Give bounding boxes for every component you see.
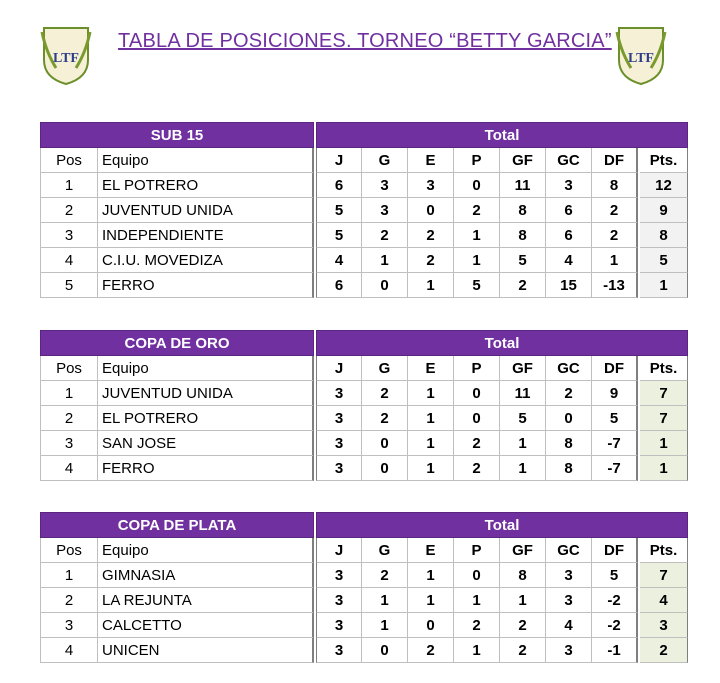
column-header-pos: Pos [40,538,98,563]
column-header-e: E [408,148,454,173]
cell-g: 0 [362,431,408,456]
cell-j: 3 [316,638,362,663]
cell-df: 8 [592,173,638,198]
cell-j: 5 [316,223,362,248]
column-header-gc: GC [546,538,592,563]
cell-team: JUVENTUD UNIDA [98,381,314,406]
svg-text:LTF: LTF [53,51,79,66]
table-row [40,588,688,613]
column-header-pts: Pts. [640,148,688,173]
total-header: Total [316,330,688,356]
column-header-e: E [408,356,454,381]
column-header-gf: GF [500,538,546,563]
cell-pos: 1 [40,381,98,406]
cell-e: 2 [408,223,454,248]
column-header-g: G [362,538,408,563]
cell-pos: 3 [40,223,98,248]
cell-e: 0 [408,613,454,638]
cell-p: 5 [454,273,500,298]
column-header-df: DF [592,538,638,563]
column-header-g: G [362,356,408,381]
cell-gf: 2 [500,613,546,638]
cell-g: 3 [362,198,408,223]
cell-e: 2 [408,248,454,273]
cell-gc: 3 [546,563,592,588]
cell-gc: 4 [546,613,592,638]
column-header-team: Equipo [98,538,314,563]
cell-pos: 2 [40,406,98,431]
cell-gf: 2 [500,273,546,298]
column-header-gf: GF [500,148,546,173]
cell-gf: 8 [500,563,546,588]
table-row [40,406,688,431]
league-logo-right [615,22,667,86]
cell-team: C.I.U. MOVEDIZA [98,248,314,273]
column-header-gc: GC [546,148,592,173]
cell-pos: 2 [40,198,98,223]
cell-j: 5 [316,198,362,223]
column-header-gf: GF [500,356,546,381]
svg-text:LTF: LTF [628,51,654,66]
cell-gf: 11 [500,173,546,198]
cell-j: 6 [316,273,362,298]
cell-pos: 4 [40,638,98,663]
cell-team: UNICEN [98,638,314,663]
column-header-team: Equipo [98,148,314,173]
cell-df: 5 [592,563,638,588]
cell-gf: 1 [500,431,546,456]
cell-e: 1 [408,406,454,431]
table-row [40,563,688,588]
column-header-gc: GC [546,356,592,381]
cell-e: 1 [408,273,454,298]
cell-gf: 5 [500,248,546,273]
cell-df: 2 [592,223,638,248]
cell-df: -1 [592,638,638,663]
cell-gc: 0 [546,406,592,431]
cell-gc: 6 [546,198,592,223]
category-title: SUB 15 [40,122,314,148]
cell-df: 9 [592,381,638,406]
total-header: Total [316,122,688,148]
table-row [40,431,688,456]
cell-p: 1 [454,588,500,613]
cell-pts: 7 [640,406,688,431]
cell-e: 2 [408,638,454,663]
column-header-row [40,356,688,381]
cell-pts: 8 [640,223,688,248]
column-header-e: E [408,538,454,563]
table-row [40,173,688,198]
cell-p: 0 [454,563,500,588]
cell-gc: 8 [546,456,592,481]
cell-pts: 12 [640,173,688,198]
cell-e: 1 [408,563,454,588]
cell-pos: 3 [40,431,98,456]
cell-pts: 9 [640,198,688,223]
cell-gf: 11 [500,381,546,406]
table-row [40,248,688,273]
cell-pos: 1 [40,173,98,198]
cell-p: 2 [454,431,500,456]
cell-j: 6 [316,173,362,198]
cell-g: 3 [362,173,408,198]
cell-g: 2 [362,381,408,406]
column-header-j: J [316,356,362,381]
cell-df: -2 [592,613,638,638]
cell-p: 2 [454,613,500,638]
column-header-p: P [454,148,500,173]
cell-p: 0 [454,173,500,198]
cell-team: GIMNASIA [98,563,314,588]
table-row [40,198,688,223]
shield-icon [615,22,667,86]
cell-j: 3 [316,563,362,588]
column-header-df: DF [592,148,638,173]
table-row [40,638,688,663]
cell-team: LA REJUNTA [98,588,314,613]
cell-df: -7 [592,456,638,481]
cell-gc: 3 [546,588,592,613]
cell-gf: 8 [500,198,546,223]
table-row [40,223,688,248]
cell-p: 1 [454,223,500,248]
cell-e: 0 [408,198,454,223]
cell-j: 3 [316,588,362,613]
column-header-p: P [454,356,500,381]
cell-gf: 1 [500,588,546,613]
cell-j: 3 [316,431,362,456]
cell-team: INDEPENDIENTE [98,223,314,248]
cell-p: 2 [454,198,500,223]
cell-j: 3 [316,456,362,481]
cell-df: -7 [592,431,638,456]
column-header-row [40,538,688,563]
cell-j: 3 [316,381,362,406]
table-header [40,512,688,538]
cell-e: 1 [408,431,454,456]
cell-df: 5 [592,406,638,431]
cell-e: 1 [408,381,454,406]
cell-g: 2 [362,563,408,588]
page-title: TABLA DE POSICIONES. TORNEO “BETTY GARCIA” [118,30,612,52]
cell-df: 2 [592,198,638,223]
column-header-j: J [316,538,362,563]
cell-pos: 3 [40,613,98,638]
cell-gc: 6 [546,223,592,248]
cell-team: FERRO [98,273,314,298]
cell-gf: 5 [500,406,546,431]
cell-pos: 2 [40,588,98,613]
cell-pts: 7 [640,381,688,406]
table-header [40,330,688,356]
column-header-pos: Pos [40,148,98,173]
table-row [40,273,688,298]
cell-pts: 5 [640,248,688,273]
cell-e: 1 [408,456,454,481]
cell-gc: 4 [546,248,592,273]
cell-g: 2 [362,223,408,248]
column-header-df: DF [592,356,638,381]
league-logo-left [40,22,92,86]
table-row [40,381,688,406]
column-header-pts: Pts. [640,356,688,381]
standings-table-sub15 [40,122,688,298]
cell-team: SAN JOSE [98,431,314,456]
cell-j: 3 [316,613,362,638]
cell-g: 0 [362,456,408,481]
cell-pos: 1 [40,563,98,588]
cell-g: 2 [362,406,408,431]
cell-df: -13 [592,273,638,298]
cell-g: 0 [362,638,408,663]
shield-icon [40,22,92,86]
column-header-pts: Pts. [640,538,688,563]
cell-p: 0 [454,406,500,431]
cell-g: 1 [362,613,408,638]
table-header [40,122,688,148]
cell-pts: 2 [640,638,688,663]
cell-e: 3 [408,173,454,198]
cell-team: EL POTRERO [98,173,314,198]
cell-p: 1 [454,248,500,273]
cell-pts: 1 [640,456,688,481]
cell-g: 0 [362,273,408,298]
cell-df: 1 [592,248,638,273]
cell-pts: 7 [640,563,688,588]
cell-team: JUVENTUD UNIDA [98,198,314,223]
cell-gc: 3 [546,173,592,198]
cell-pts: 1 [640,431,688,456]
column-header-pos: Pos [40,356,98,381]
cell-df: -2 [592,588,638,613]
column-header-team: Equipo [98,356,314,381]
category-title: COPA DE ORO [40,330,314,356]
cell-pts: 4 [640,588,688,613]
cell-gf: 8 [500,223,546,248]
cell-g: 1 [362,588,408,613]
cell-team: CALCETTO [98,613,314,638]
cell-gc: 3 [546,638,592,663]
cell-j: 3 [316,406,362,431]
cell-gf: 2 [500,638,546,663]
cell-pts: 3 [640,613,688,638]
cell-pts: 1 [640,273,688,298]
cell-pos: 4 [40,456,98,481]
cell-p: 1 [454,638,500,663]
cell-p: 0 [454,381,500,406]
cell-gf: 1 [500,456,546,481]
cell-team: FERRO [98,456,314,481]
cell-team: EL POTRERO [98,406,314,431]
cell-g: 1 [362,248,408,273]
cell-gc: 8 [546,431,592,456]
table-row [40,456,688,481]
column-header-p: P [454,538,500,563]
cell-e: 1 [408,588,454,613]
total-header: Total [316,512,688,538]
cell-pos: 4 [40,248,98,273]
table-row [40,613,688,638]
column-header-row [40,148,688,173]
cell-gc: 15 [546,273,592,298]
standings-table-copa-de-plata [40,512,688,663]
category-title: COPA DE PLATA [40,512,314,538]
cell-gc: 2 [546,381,592,406]
standings-table-copa-de-oro [40,330,688,481]
column-header-j: J [316,148,362,173]
cell-pos: 5 [40,273,98,298]
cell-p: 2 [454,456,500,481]
cell-j: 4 [316,248,362,273]
column-header-g: G [362,148,408,173]
